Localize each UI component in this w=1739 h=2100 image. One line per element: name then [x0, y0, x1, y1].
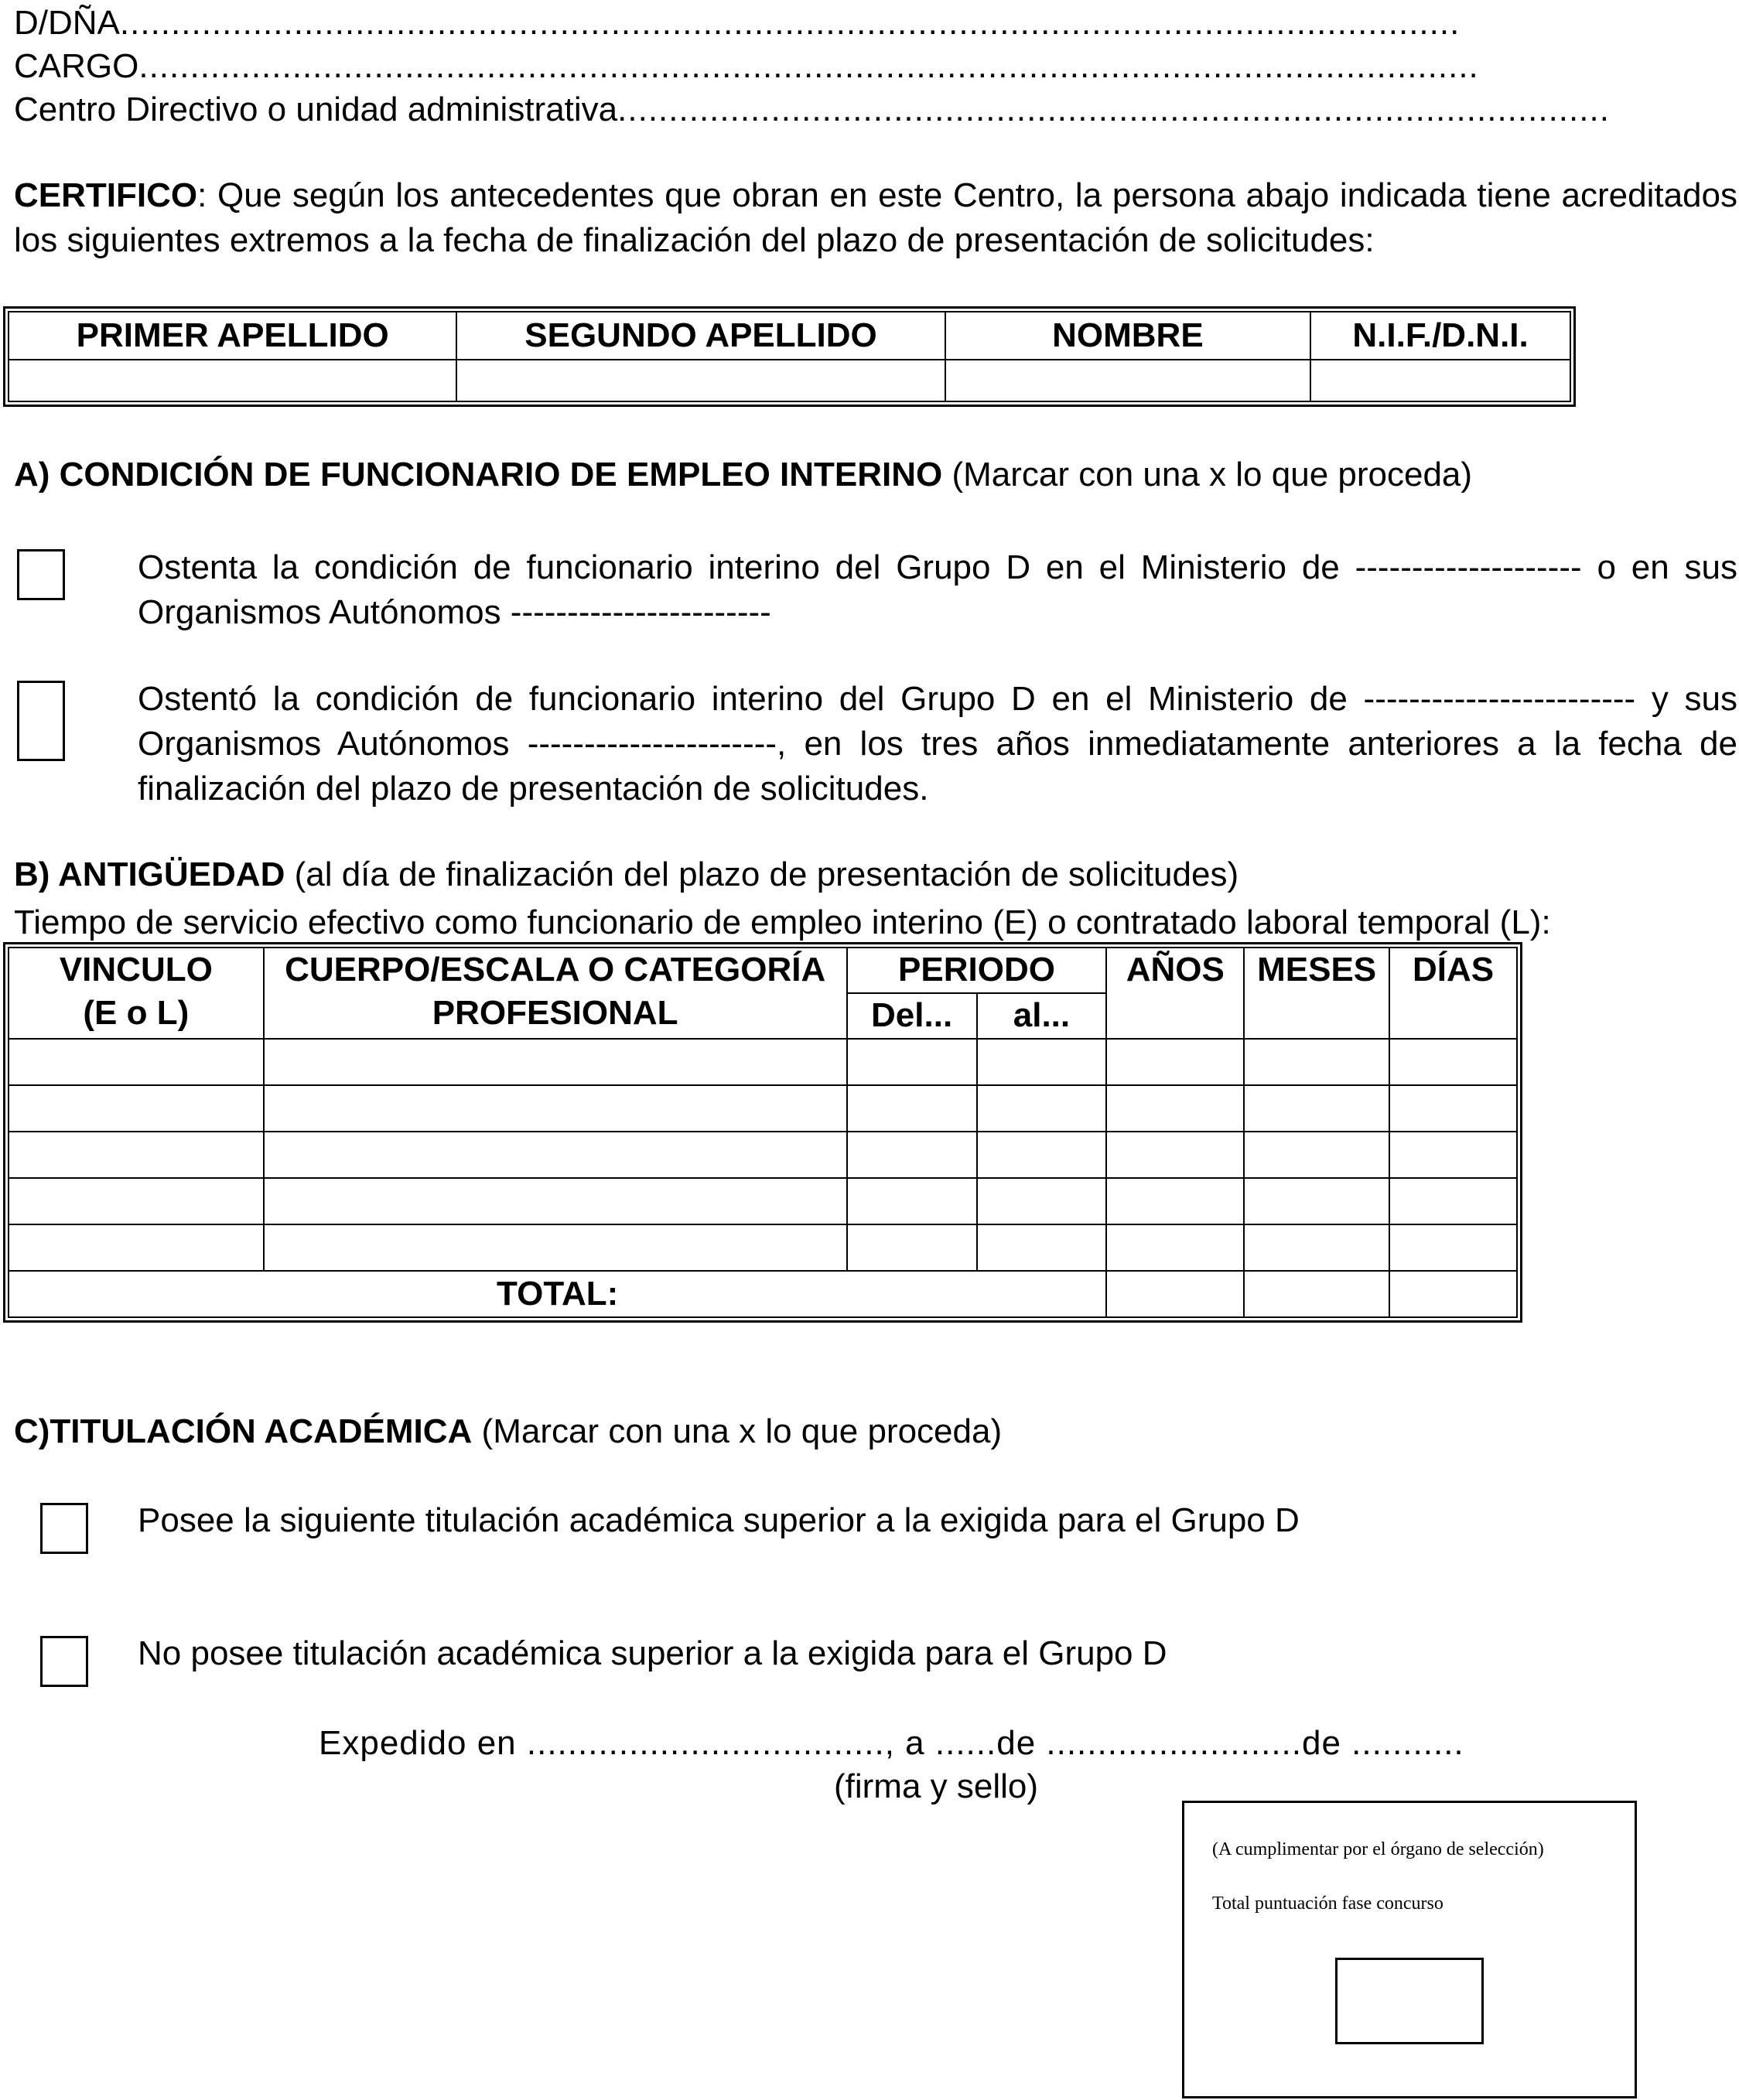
dona-dots[interactable]: ................................................................................................................................... — [119, 4, 1461, 42]
section-c-note: (Marcar con una x lo que proceda) — [472, 1412, 1003, 1450]
header-vinculo — [9, 948, 264, 1039]
dona-line — [14, 3, 1460, 44]
cell-vinculo[interactable] — [9, 1039, 264, 1085]
cell-anos[interactable] — [1106, 1224, 1244, 1271]
cell-cuerpo[interactable] — [264, 1039, 847, 1085]
cell-dias[interactable] — [1389, 1224, 1517, 1271]
table-row — [9, 1085, 1517, 1132]
cell-meses[interactable] — [1244, 1178, 1389, 1224]
section-b-heading — [14, 855, 1238, 896]
cell-cuerpo[interactable] — [264, 1178, 847, 1224]
firma-sello: (firma y sello) — [834, 1767, 1039, 1805]
expedido-line[interactable]: Expedido en ..................................., a ......de .........................de ........... — [319, 1724, 1464, 1762]
header-anos: AÑOS — [1106, 948, 1244, 1039]
cell-cuerpo[interactable] — [264, 1085, 847, 1132]
cell-al[interactable] — [977, 1224, 1107, 1271]
header-segundo-apellido: SEGUNDO APELLIDO — [456, 312, 945, 360]
cell-dias[interactable] — [1389, 1132, 1517, 1178]
table-row — [9, 1132, 1517, 1178]
cell-al[interactable] — [977, 1178, 1107, 1224]
score-box-label: Total puntuación fase concurso — [1212, 1893, 1443, 1914]
total-meses[interactable] — [1244, 1271, 1389, 1317]
total-dias[interactable] — [1389, 1271, 1517, 1317]
cell-vinculo[interactable] — [9, 1178, 264, 1224]
cargo-label: CARGO — [14, 47, 139, 85]
checkbox-c-no-posee[interactable] — [40, 1636, 88, 1687]
certifico-paragraph — [14, 173, 1737, 263]
section-c-option1: Posee la siguiente titulación académica superior a la exigida para el Grupo D — [138, 1501, 1300, 1539]
table-row — [9, 1039, 1517, 1085]
table-row — [9, 1224, 1517, 1271]
section-a-option2: Ostentó la condición de funcionario interino del Grupo D en el Ministerio de ------------------------ y sus Organismos Autónomos ----------------------, en los tres años inmediatamente anteriores a la fecha de finalización del plazo de presentación de solicitudes. — [138, 680, 1737, 808]
cell-nombre[interactable] — [945, 360, 1311, 401]
identity-table — [8, 311, 1571, 402]
cell-dias[interactable] — [1389, 1039, 1517, 1085]
cell-del[interactable] — [847, 1039, 977, 1085]
checkbox-c-posee[interactable] — [40, 1503, 88, 1554]
total-anos[interactable] — [1106, 1271, 1244, 1317]
header-dias: DÍAS — [1389, 948, 1517, 1039]
section-a-option1: Ostenta la condición de funcionario interino del Grupo D en el Ministerio de -------------------- o en sus Organismos Autónomos ----------------------- — [138, 548, 1737, 631]
cell-del[interactable] — [847, 1178, 977, 1224]
dona-label: D/DÑA — [14, 4, 120, 42]
header-al: al... — [977, 993, 1107, 1039]
cell-anos[interactable] — [1106, 1178, 1244, 1224]
centro-line — [14, 90, 1610, 131]
cell-vinculo[interactable] — [9, 1132, 264, 1178]
total-label: TOTAL: — [9, 1271, 1106, 1317]
antiguedad-table — [8, 947, 1518, 1318]
header-nombre: NOMBRE — [945, 312, 1311, 360]
cell-segundo-apellido[interactable] — [456, 360, 945, 401]
cell-vinculo[interactable] — [9, 1224, 264, 1271]
cell-dias[interactable] — [1389, 1178, 1517, 1224]
header-meses: MESES — [1244, 948, 1389, 1039]
table-row — [9, 1178, 1517, 1224]
section-c-heading — [14, 1412, 1002, 1453]
cell-dias[interactable] — [1389, 1085, 1517, 1132]
vinculo-line1: VINCULO — [59, 951, 213, 989]
centro-dots[interactable]: ................................................................................................. — [617, 90, 1610, 128]
cell-meses[interactable] — [1244, 1085, 1389, 1132]
cell-al[interactable] — [977, 1039, 1107, 1085]
score-box — [1182, 1801, 1637, 2098]
cell-meses[interactable] — [1244, 1224, 1389, 1271]
section-b-subtitle: Tiempo de servicio efectivo como funcionario de empleo interino (E) o contratado laboral temporal (L): — [14, 903, 1551, 941]
cargo-dots[interactable]: ................................................................................................................................... — [138, 47, 1479, 85]
header-primer-apellido: PRIMER APELLIDO — [9, 312, 456, 360]
cuerpo-line2: PROFESIONAL — [432, 994, 678, 1032]
section-a-title: A) CONDICIÓN DE FUNCIONARIO DE EMPLEO INTERINO — [14, 456, 943, 493]
section-b-note: (al día de finalización del plazo de presentación de solicitudes) — [285, 855, 1239, 893]
cell-del[interactable] — [847, 1132, 977, 1178]
section-a-note: (Marcar con una x lo que proceda) — [942, 456, 1473, 493]
section-c-option2: No posee titulación académica superior a la exigida para el Grupo D — [138, 1634, 1167, 1672]
cell-vinculo[interactable] — [9, 1085, 264, 1132]
cell-al[interactable] — [977, 1132, 1107, 1178]
vinculo-line2: (E o L) — [83, 994, 190, 1032]
cell-del[interactable] — [847, 1224, 977, 1271]
cell-meses[interactable] — [1244, 1132, 1389, 1178]
cell-cuerpo[interactable] — [264, 1224, 847, 1271]
cell-del[interactable] — [847, 1085, 977, 1132]
cell-primer-apellido[interactable] — [9, 360, 456, 401]
cell-meses[interactable] — [1244, 1039, 1389, 1085]
header-periodo: PERIODO — [847, 948, 1107, 993]
header-del: Del... — [847, 993, 977, 1039]
cell-al[interactable] — [977, 1085, 1107, 1132]
checkbox-a-ostento[interactable] — [17, 681, 65, 761]
cuerpo-line1: CUERPO/ESCALA O CATEGORÍA — [285, 951, 826, 989]
certifico-label: CERTIFICO — [14, 176, 198, 214]
checkbox-a-ostenta[interactable] — [17, 549, 65, 600]
score-input-box[interactable] — [1335, 1958, 1484, 2044]
centro-label: Centro Directivo o unidad administrativa — [14, 90, 618, 128]
header-cuerpo — [264, 948, 847, 1039]
cell-anos[interactable] — [1106, 1085, 1244, 1132]
certifico-text: : Que según los antecedentes que obran en este Centro, la persona abajo indicada tiene acreditados los siguientes extremos a la fecha de finalización del plazo de presentación de solicitudes: — [14, 176, 1737, 259]
section-b-title: B) ANTIGÜEDAD — [14, 855, 285, 893]
total-row — [9, 1271, 1517, 1317]
cell-nif[interactable] — [1310, 360, 1570, 401]
score-box-note: (A cumplimentar por el órgano de selección) — [1212, 1839, 1544, 1859]
cell-anos[interactable] — [1106, 1039, 1244, 1085]
cargo-line — [14, 46, 1479, 87]
header-nif: N.I.F./D.N.I. — [1310, 312, 1570, 360]
cell-cuerpo[interactable] — [264, 1132, 847, 1178]
cell-anos[interactable] — [1106, 1132, 1244, 1178]
section-a-heading — [14, 455, 1472, 496]
section-c-title: C)TITULACIÓN ACADÉMICA — [14, 1412, 473, 1450]
